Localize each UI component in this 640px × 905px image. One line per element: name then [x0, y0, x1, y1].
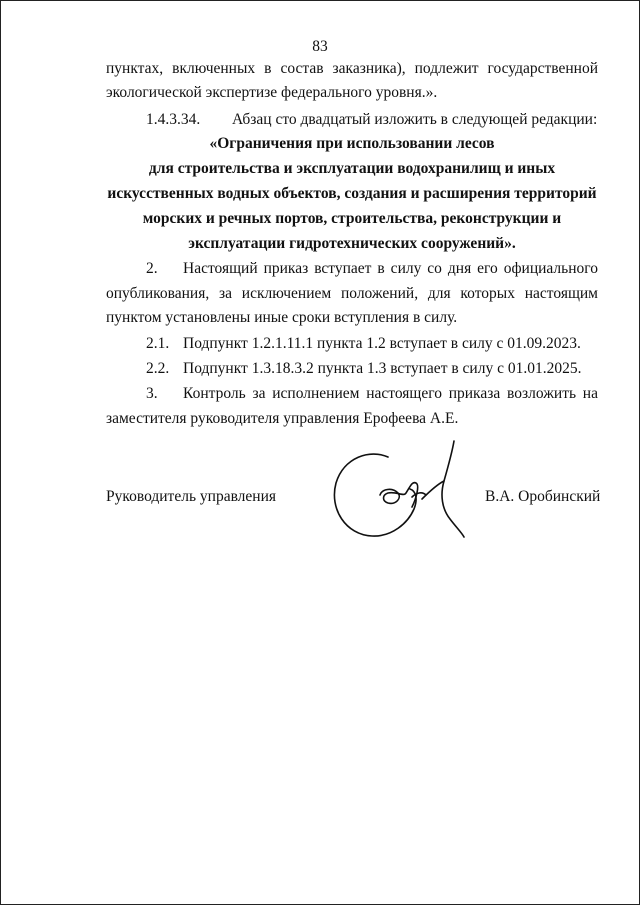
heading-line-3: искусственных водных объектов, создания и расширения территорий	[107, 185, 597, 202]
item-2-1-text: Подпункт 1.2.1.11.1 пункта 1.2 вступает в силу с 01.09.2023.	[183, 335, 581, 352]
item-2-1-number: 2.1.	[146, 335, 170, 352]
item-3-line-2: заместителя руководителя управления Ерофеева А.Е.	[106, 410, 459, 427]
item-1-4-3-34-number: 1.4.3.34.	[146, 111, 201, 128]
item-2-2-text: Подпункт 1.3.18.3.2 пункта 1.3 вступает в силу с 01.01.2025.	[183, 360, 582, 377]
signatory-position: Руководитель управления	[106, 488, 277, 505]
heading-line-2: для строительства и эксплуатации водохранилищ и иных	[148, 160, 556, 177]
item-3-line-1: Контроль за исполнением настоящего приказа возложить на	[183, 385, 598, 402]
heading-line-4: морских и речных портов, строительства, реконструкции и	[142, 210, 562, 227]
continuation-line-1: пунктах, включенных в состав заказника), подлежит государственной	[106, 60, 598, 77]
signatory-name: В.А. Оробинский	[485, 488, 601, 505]
item-2-line-1: Настоящий приказ вступает в силу со дня его официального	[183, 260, 598, 277]
heading-line-1: «Ограничения при использовании лесов	[209, 135, 495, 152]
item-2-2-number: 2.2.	[146, 360, 170, 377]
item-2-number: 2.	[146, 260, 158, 277]
heading-line-5: эксплуатации гидротехнических сооружений».	[188, 235, 516, 252]
item-2-line-2: опубликования, за исключением положений, для которых настоящим	[106, 285, 598, 302]
page-number: 83	[312, 38, 328, 55]
item-2-line-3: пунктом установлены иные сроки вступления в силу.	[106, 309, 458, 326]
continuation-line-2: экологической экспертизе федерального уровня.».	[106, 84, 438, 101]
item-1-4-3-34-text: Абзац сто двадцатый изложить в следующей редакции:	[232, 111, 598, 128]
handwritten-signature	[326, 437, 476, 547]
item-3-number: 3.	[146, 385, 158, 402]
